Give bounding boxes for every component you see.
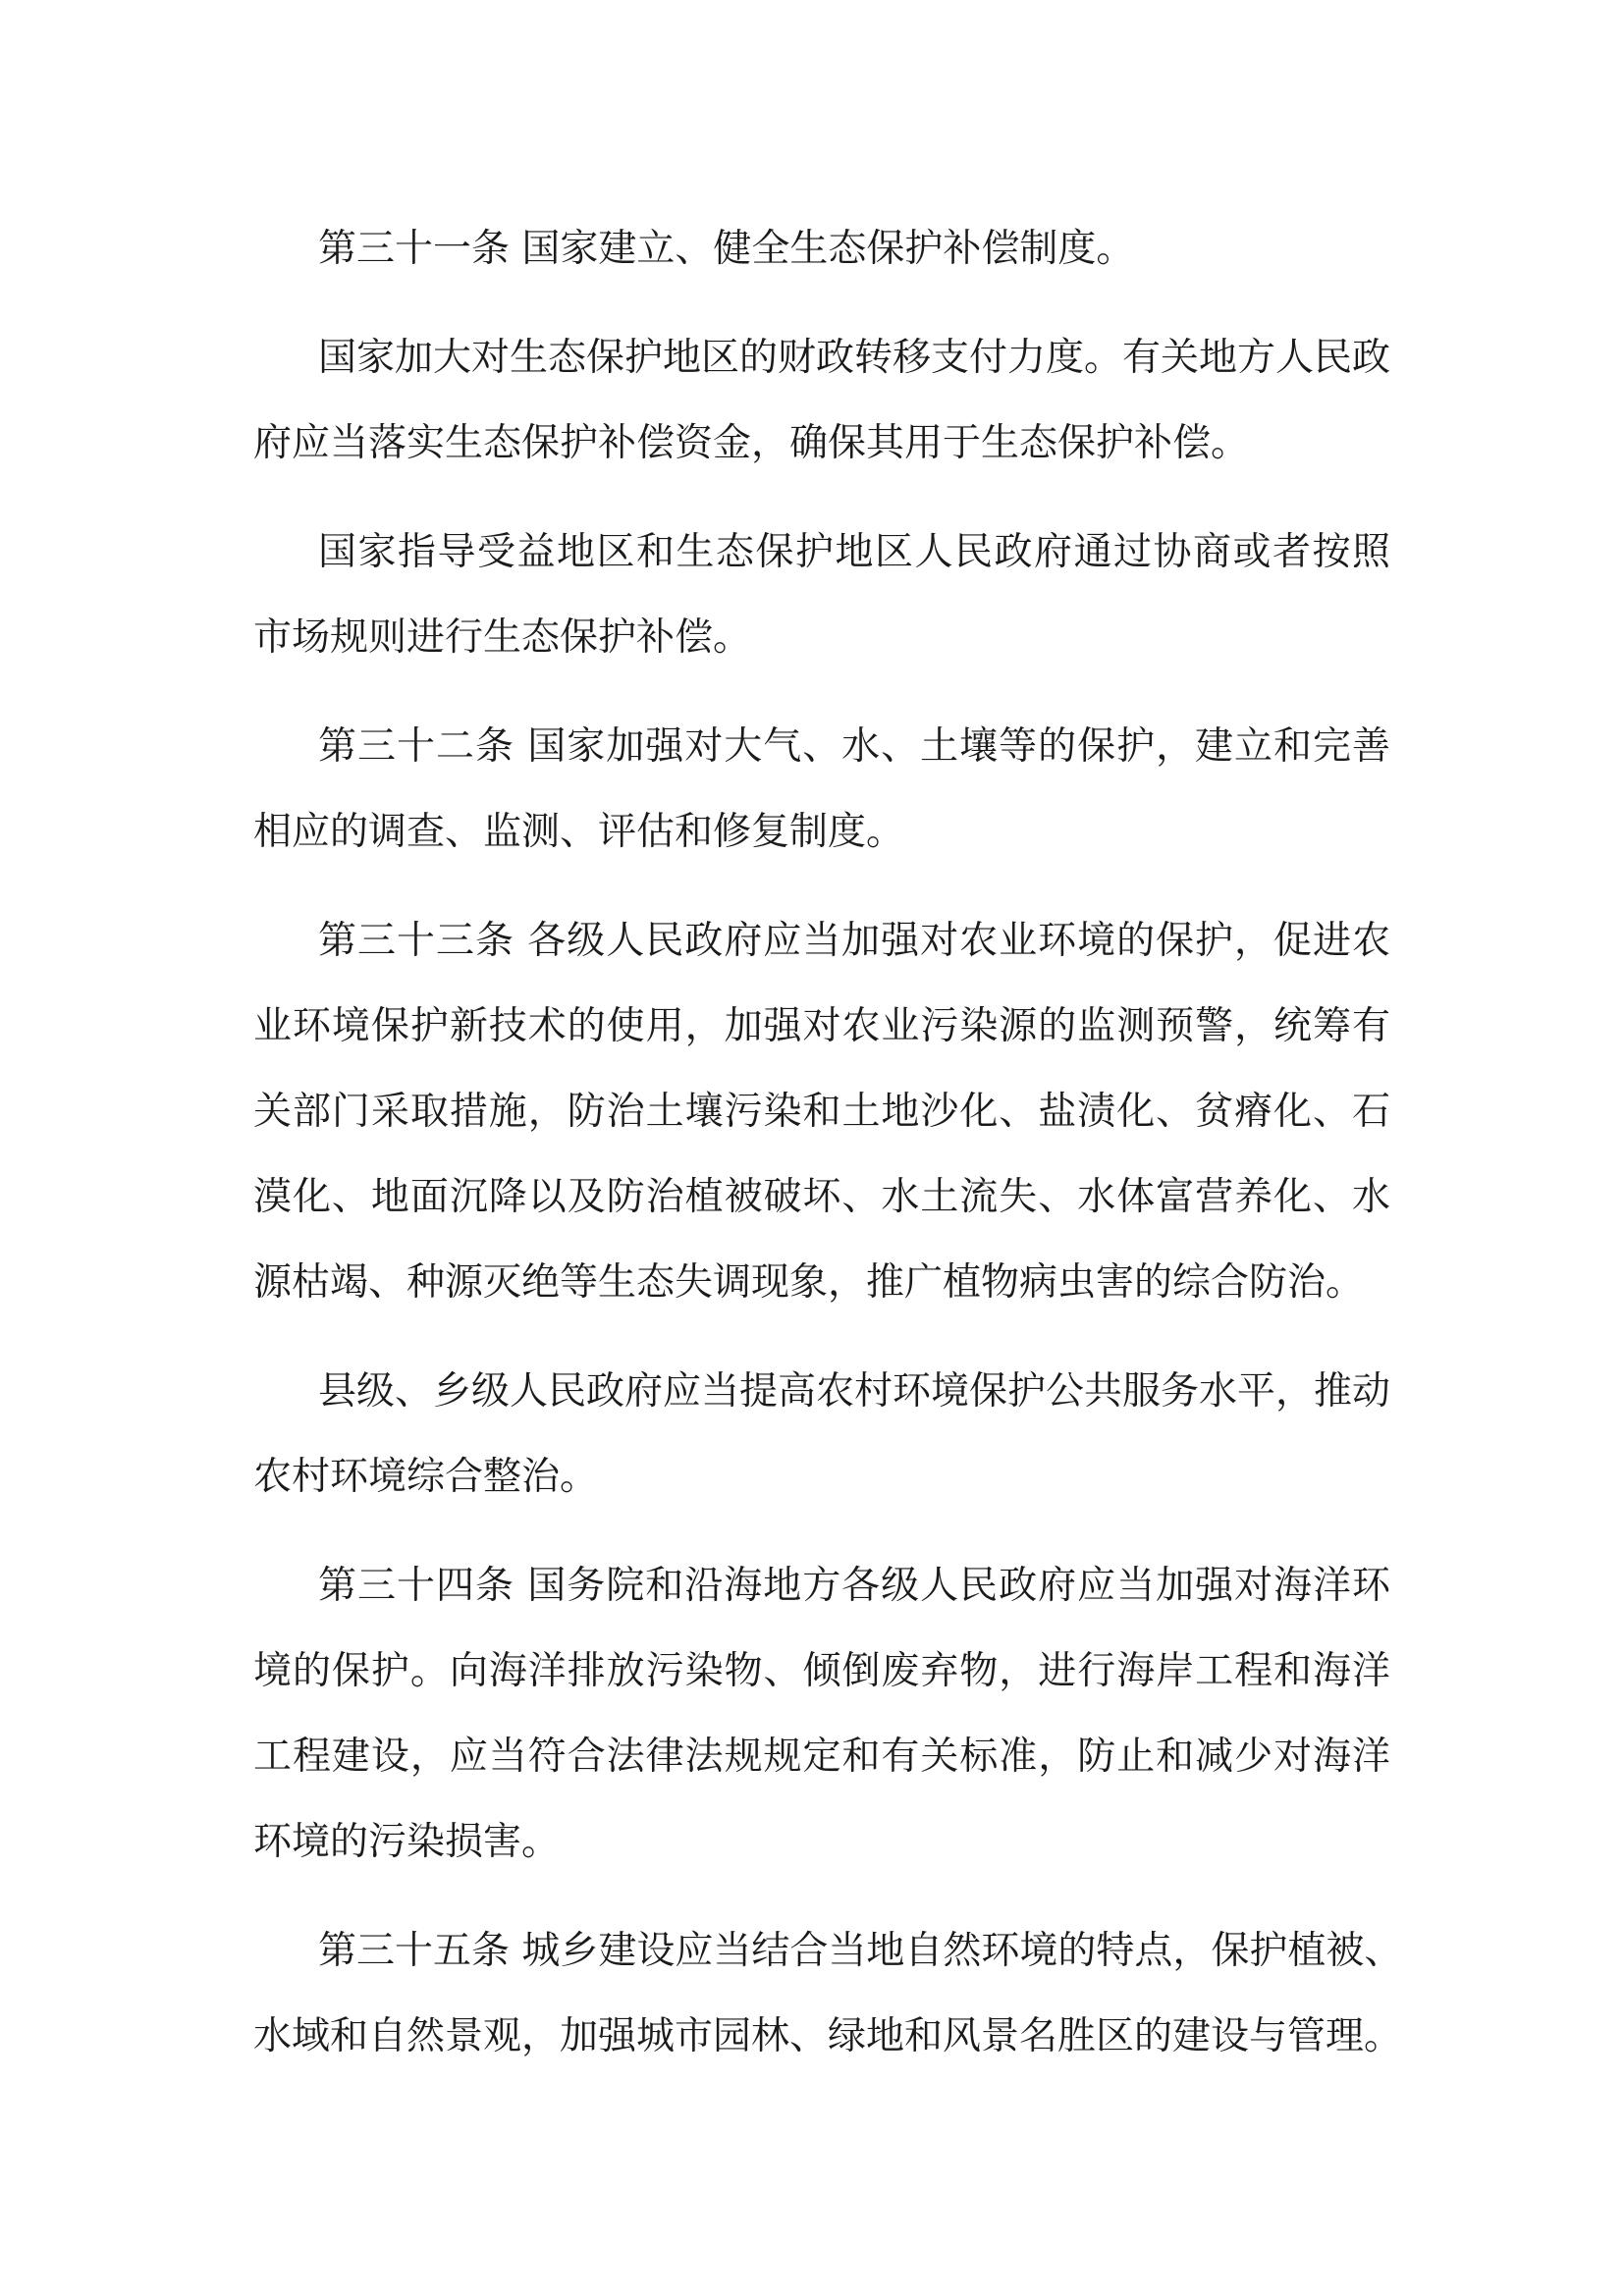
text-line: 业环境保护新技术的使用，加强对农业污染源的监测预警，统筹有 xyxy=(253,1004,1390,1048)
text-line: 国家加大对生态保护地区的财政转移支付力度。有关地方人民政 xyxy=(318,336,1391,380)
text-line: 第三十四条 国务院和沿海地方各级人民政府应当加强对海洋环 xyxy=(318,1564,1390,1608)
text-line: 农村环境综合整治。 xyxy=(253,1455,599,1499)
text-line: 关部门采取措施，防治土壤污染和土地沙化、盐渍化、贫瘠化、石 xyxy=(253,1090,1390,1134)
text-line: 第三十一条 国家建立、健全生态保护补偿制度。 xyxy=(318,227,1135,271)
text-line: 第三十三条 各级人民政府应当加强对农业环境的保护，促进农 xyxy=(318,919,1390,963)
article-31-heading xyxy=(253,206,1390,292)
text-line: 第三十二条 国家加强对大气、水、土壤等的保护，建立和完善 xyxy=(318,724,1390,769)
text-line: 漠化、地面沉降以及防治植被破坏、水土流失、水体富营养化、水 xyxy=(253,1175,1390,1219)
text-line: 水域和自然景观，加强城市园林、绿地和风景名胜区的建设与管理。 xyxy=(253,2014,1403,2058)
document-body xyxy=(253,206,1403,2079)
article-31-paragraph-2 xyxy=(253,315,1390,486)
article-32 xyxy=(253,704,1390,875)
text-line: 相应的调查、监测、评估和修复制度。 xyxy=(253,810,905,854)
text-line: 县级、乡级人民政府应当提高农村环境保护公共服务水平，推动 xyxy=(318,1369,1391,1414)
text-line: 第三十五条 城乡建设应当结合当地自然环境的特点，保护植被、 xyxy=(318,1929,1403,1973)
text-line: 市场规则进行生态保护补偿。 xyxy=(253,615,752,660)
text-line: 环境的污染损害。 xyxy=(253,1820,561,1864)
article-33 xyxy=(253,898,1390,1325)
text-line: 源枯竭、种源灭绝等生态失调现象，推广植物病虫害的综合防治。 xyxy=(253,1260,1365,1305)
text-line: 境的保护。向海洋排放污染物、倾倒废弃物，进行海岸工程和海洋 xyxy=(253,1649,1390,1693)
text-line: 国家指导受益地区和生态保护地区人民政府通过协商或者按照 xyxy=(318,530,1390,574)
article-35 xyxy=(253,1908,1403,2079)
article-31-paragraph-3 xyxy=(253,509,1390,680)
article-34 xyxy=(253,1543,1390,1885)
text-line: 工程建设，应当符合法律法规规定和有关标准，防止和减少对海洋 xyxy=(253,1735,1390,1779)
text-line: 府应当落实生态保护补偿资金，确保其用于生态保护补偿。 xyxy=(253,421,1250,465)
article-33-paragraph-2 xyxy=(253,1349,1390,1520)
